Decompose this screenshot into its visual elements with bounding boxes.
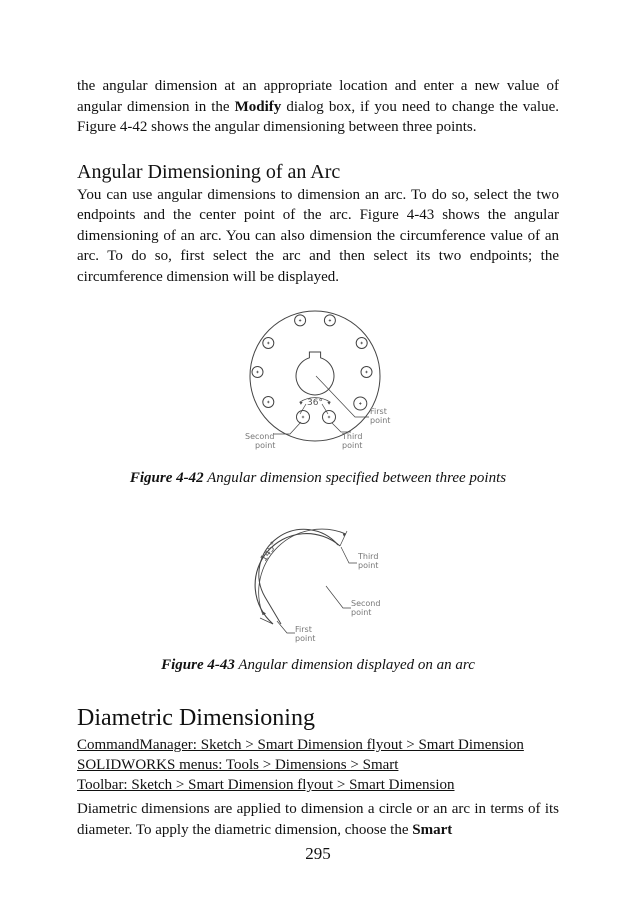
figure-4-43-label: Figure 4-43 bbox=[161, 657, 235, 673]
figure-4-42-label: Figure 4-42 bbox=[129, 470, 204, 486]
label-second-1: Second bbox=[351, 599, 381, 608]
label-second-1: Second bbox=[245, 432, 275, 441]
paragraph-1-text-a: the angular dimension at an appropriate location and enter a new value of angular dimension in the bbox=[77, 78, 559, 115]
figure-4-43-caption bbox=[77, 655, 559, 675]
leader-first-point bbox=[277, 621, 295, 633]
outer-disc bbox=[250, 311, 380, 441]
arrowhead bbox=[327, 402, 330, 405]
label-second-2: point bbox=[351, 608, 372, 617]
paragraph-arc: You can use angular dimensions to dimension an arc. To do so, select the two endpoints and the center point of the arc. Figure 4-43 shows the angular dimensioning of an arc. You can also dimension the circumference value of an arc. To do so, first select the arc and then select its two endpoints; the circumference dimension will be displayed. bbox=[77, 186, 559, 285]
heading-diametric: Diametric Dimensioning bbox=[77, 705, 315, 731]
label-first-1: First bbox=[370, 407, 387, 416]
paragraph-diametric bbox=[77, 799, 559, 840]
dimension-value: 145° bbox=[259, 540, 280, 564]
extension-line bbox=[300, 404, 306, 414]
extension-line bbox=[260, 618, 273, 624]
figure-4-43-drawing bbox=[243, 516, 393, 646]
leader-second-point bbox=[273, 422, 301, 434]
figure-4-43-caption-text: Angular dimension displayed on an arc bbox=[234, 657, 475, 673]
label-third-2: point bbox=[342, 441, 363, 450]
menu-paths bbox=[77, 735, 559, 795]
heading-angular-arc: Angular Dimensioning of an Arc bbox=[77, 160, 341, 183]
leader-third-point bbox=[332, 423, 351, 432]
figure-4-42-caption-text: Angular dimension specified between three points bbox=[203, 470, 507, 486]
modify-dialog-name: Modify bbox=[234, 98, 282, 115]
label-third-2: point bbox=[358, 561, 379, 570]
arrowhead bbox=[300, 402, 303, 405]
leader-first-point bbox=[316, 376, 369, 417]
label-first-2: point bbox=[370, 416, 391, 425]
figure-4-42-caption bbox=[77, 468, 559, 488]
paragraph-angular-intro bbox=[77, 76, 559, 138]
label-first-1: First bbox=[295, 625, 312, 634]
menu-path-commandmanager: CommandManager: Sketch > Smart Dimension flyout > Smart Dimension bbox=[77, 737, 524, 753]
menu-path-solidworks-menus: SOLIDWORKS menus: Tools > Dimensions > Smart bbox=[77, 757, 399, 773]
label-third-1: Third bbox=[358, 552, 379, 561]
paragraph-3-text: Diametric dimensions are applied to dimension a circle or an arc in terms of its diameter. To apply the diametric dimension, choose the bbox=[77, 801, 559, 838]
label-first-2: point bbox=[295, 634, 316, 643]
label-third-1: Third bbox=[342, 432, 363, 441]
menu-path-toolbar: Toolbar: Sketch > Smart Dimension flyout > Smart Dimension bbox=[77, 777, 455, 793]
figure-4-42 bbox=[77, 309, 559, 459]
figure-4-43 bbox=[77, 516, 559, 646]
dimension-value: 36° bbox=[307, 398, 323, 408]
smart-tool-name: Smart bbox=[412, 821, 453, 838]
leader-third-point bbox=[341, 547, 357, 563]
figure-4-42-drawing bbox=[243, 309, 393, 459]
page-number: 295 bbox=[305, 844, 331, 863]
leader-second-point bbox=[326, 586, 351, 608]
paragraph-1-text-b: dialog box, if you need to change the value. Figure 4-42 shows the angular dimensioning between three points. bbox=[77, 98, 560, 135]
label-second-2: point bbox=[255, 441, 276, 450]
